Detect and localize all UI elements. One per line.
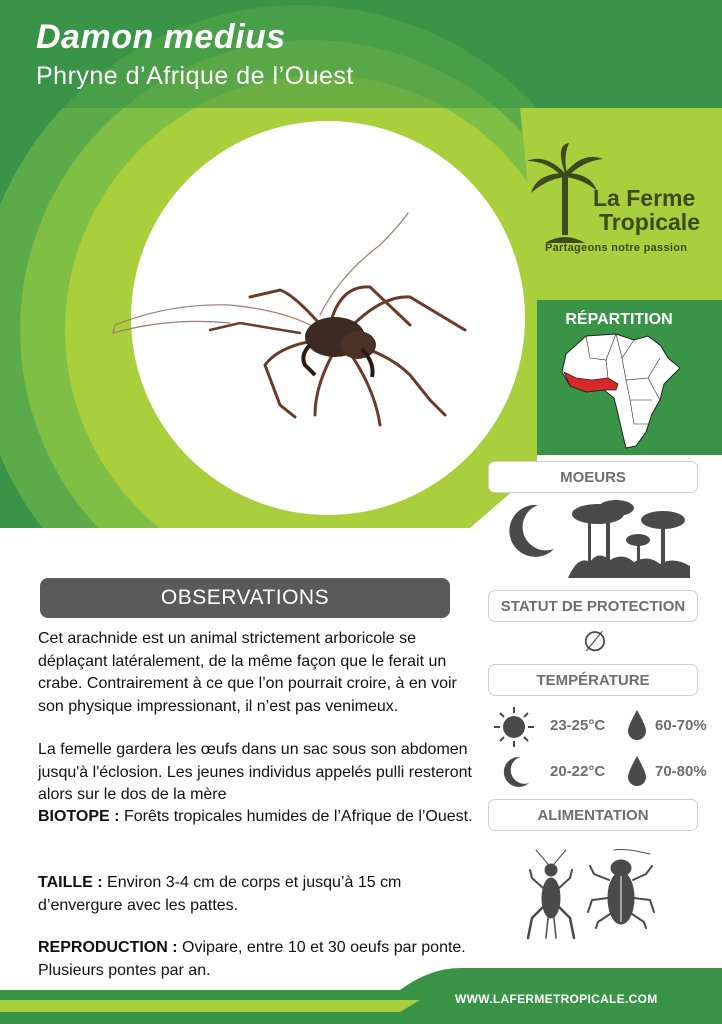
observations-paragraph-2: La femelle gardera les œufs dans un sac sous son abdomen jusqu'à l'éclosion. Les jeunes individus appelés pulli resteront alors sur le dos de la mère xyxy=(38,741,472,803)
night-temperature: 20-22°C xyxy=(550,763,606,780)
rainforest-trees-icon xyxy=(568,500,690,578)
website-link[interactable]: WWW.LAFERMETROPICALE.COM xyxy=(455,992,658,1006)
taille-paragraph xyxy=(38,872,478,917)
species-latin-name: Damon medius xyxy=(36,18,286,56)
moeurs-label: MOEURS xyxy=(488,461,698,493)
reproduction-paragraph xyxy=(38,937,478,982)
day-humidity: 60-70% xyxy=(655,717,707,734)
africa-map-icon xyxy=(556,328,686,452)
observations-paragraph-1: Cet arachnide est un animal strictement arboricole se déplaçant latéralement, de la même façon que le ferait un crabe. Contrairement à ce que l’on pourrait croire, à en voir son physique impressionant, il n’est pas venimeux. xyxy=(38,630,457,715)
alimentation-label: ALIMENTATION xyxy=(488,799,698,831)
temperature-label: TEMPÉRATURE xyxy=(488,664,698,696)
protection-status-value: ∅ xyxy=(582,626,608,657)
sun-icon xyxy=(492,705,536,749)
brand-logo[interactable] xyxy=(525,143,700,261)
moon-icon xyxy=(508,503,556,559)
protection-label: STATUT DE PROTECTION xyxy=(488,590,698,622)
taille-text: Environ 3-4 cm de corps et jusqu’à 15 cm d’envergure avec les pattes. xyxy=(38,874,402,914)
night-water-drop-icon xyxy=(628,756,646,786)
brand-name-line2: Tropicale xyxy=(599,209,700,235)
species-common-name: Phryne d’Afrique de l’Ouest xyxy=(36,62,354,90)
water-drop-icon xyxy=(628,710,646,740)
biotope-text: Forêts tropicales humides de l’Afrique de l’Ouest. xyxy=(119,808,473,825)
cricket-icon xyxy=(526,848,576,940)
night-moon-icon xyxy=(502,756,530,788)
biotope-paragraph xyxy=(38,806,478,829)
reproduction-text: Ovipare, entre 10 et 30 oeufs par ponte. Plusieurs pontes par an. xyxy=(38,939,466,979)
brand-tagline: Partageons notre passion xyxy=(545,242,688,254)
observations-heading: OBSERVATIONS xyxy=(40,578,450,618)
day-temperature: 23-25°C xyxy=(550,717,606,734)
reproduction-label: REPRODUCTION : xyxy=(38,939,178,956)
taille-label: TAILLE : xyxy=(38,874,103,891)
brand-name-line1: La Ferme xyxy=(593,185,696,211)
whip-spider-illustration xyxy=(110,205,490,430)
cockroach-icon xyxy=(586,848,656,930)
biotope-label: BIOTOPE : xyxy=(38,808,120,825)
night-humidity: 70-80% xyxy=(655,763,707,780)
repartition-title: RÉPARTITION xyxy=(565,311,673,328)
